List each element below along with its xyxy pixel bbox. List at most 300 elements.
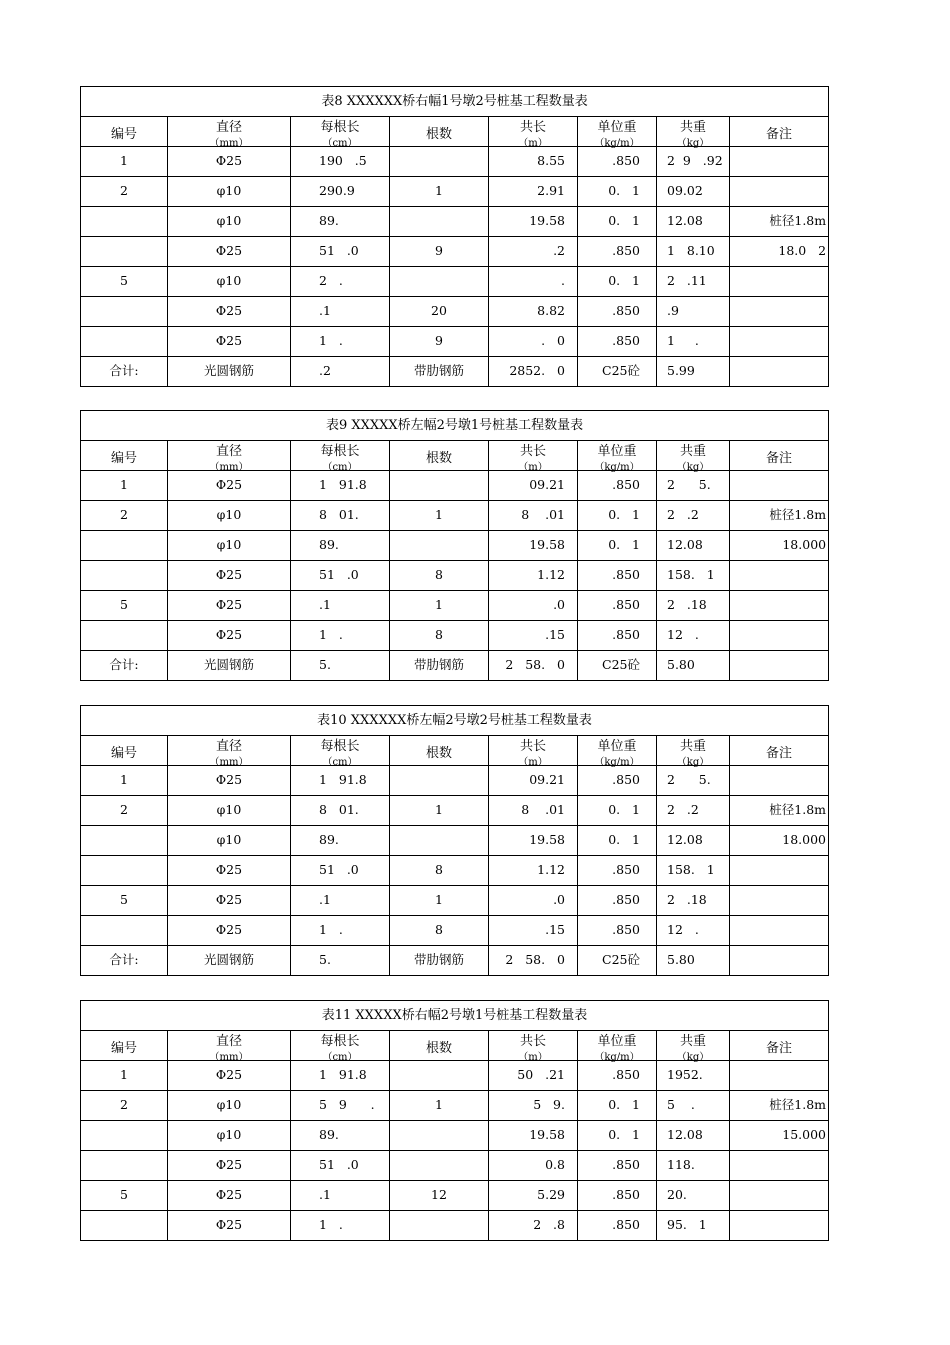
cell-gongzhong: 158. 1 <box>657 561 730 591</box>
cell-beizhu <box>730 916 829 946</box>
cell-meigenchang: 1 . <box>291 916 390 946</box>
header-label: 共长 <box>519 739 546 754</box>
header-danweizhong <box>578 1031 657 1061</box>
cell-danweizhong: .850 <box>578 1211 657 1241</box>
header-label: 编号 <box>110 451 137 466</box>
cell-genshu: 12 <box>390 1181 489 1211</box>
cell-genshu: 带肋钢筋 <box>390 651 489 681</box>
cell-zhijing: Φ25 <box>168 856 291 886</box>
header-unit: （m） <box>518 462 548 473</box>
table-row <box>81 826 829 856</box>
cell-gongzhong: 12.08 <box>657 1121 730 1151</box>
header-unit: （mm） <box>209 1052 249 1063</box>
cell-beizhu <box>730 561 829 591</box>
cell-gongzhong: 12.08 <box>657 826 730 856</box>
cell-bianhao <box>81 327 168 357</box>
cell-gongzhong: 2 5. <box>657 471 730 501</box>
cell-beizhu <box>730 766 829 796</box>
cell-danweizhong: .850 <box>578 327 657 357</box>
cell-gongchang: 5 9. <box>489 1091 578 1121</box>
cell-gongzhong: 118. <box>657 1151 730 1181</box>
table-row <box>81 297 829 327</box>
cell-danweizhong: C25砼 <box>578 946 657 976</box>
header-beizhu <box>730 117 829 147</box>
cell-meigenchang: .2 <box>291 357 390 387</box>
header-label: 直径 <box>215 1034 242 1049</box>
header-gongchang <box>489 1031 578 1061</box>
cell-danweizhong: .850 <box>578 1061 657 1091</box>
header-meigenchang <box>291 117 390 147</box>
cell-meigenchang: 2 . <box>291 267 390 297</box>
cell-meigenchang: .1 <box>291 591 390 621</box>
cell-genshu: 9 <box>390 327 489 357</box>
cell-genshu: 8 <box>390 856 489 886</box>
table-row <box>81 651 829 681</box>
cell-gongzhong: 2 .2 <box>657 796 730 826</box>
cell-zhijing: φ10 <box>168 1091 291 1121</box>
cell-danweizhong: C25砼 <box>578 651 657 681</box>
cell-meigenchang: 1 . <box>291 1211 390 1241</box>
header-genshu <box>390 441 489 471</box>
header-gongchang <box>489 441 578 471</box>
cell-gongzhong: 5.99 <box>657 357 730 387</box>
table-row <box>81 946 829 976</box>
cell-meigenchang: 51 .0 <box>291 856 390 886</box>
cell-meigenchang: 290.9 <box>291 177 390 207</box>
cell-beizhu <box>730 357 829 387</box>
header-unit: （cm） <box>322 462 358 473</box>
table-row <box>81 1151 829 1181</box>
cell-zhijing: 光圆钢筋 <box>168 357 291 387</box>
cell-genshu <box>390 207 489 237</box>
header-label: 共长 <box>519 444 546 459</box>
cell-meigenchang: 8 01. <box>291 501 390 531</box>
cell-danweizhong: .850 <box>578 916 657 946</box>
cell-beizhu <box>730 1151 829 1181</box>
cell-gongzhong: 12.08 <box>657 531 730 561</box>
cell-danweizhong: 0. 1 <box>578 1091 657 1121</box>
cell-meigenchang: 89. <box>291 207 390 237</box>
cell-meigenchang: 51 .0 <box>291 561 390 591</box>
header-unit: （mm） <box>209 462 249 473</box>
header-zhijing <box>168 1031 291 1061</box>
cell-beizhu <box>730 946 829 976</box>
cell-zhijing: φ10 <box>168 177 291 207</box>
cell-danweizhong: .850 <box>578 856 657 886</box>
cell-genshu: 1 <box>390 591 489 621</box>
cell-beizhu <box>730 177 829 207</box>
cell-danweizhong: .850 <box>578 766 657 796</box>
header-unit: （m） <box>518 138 548 149</box>
header-label: 根数 <box>425 451 452 466</box>
cell-beizhu: 15.000 <box>730 1121 829 1151</box>
cell-zhijing: φ10 <box>168 796 291 826</box>
cell-bianhao <box>81 1121 168 1151</box>
cell-gongzhong: 5.80 <box>657 651 730 681</box>
cell-zhijing: Φ25 <box>168 561 291 591</box>
quantity-table <box>80 1000 829 1241</box>
header-label: 根数 <box>425 1041 452 1056</box>
cell-gongzhong: 12 . <box>657 621 730 651</box>
header-bianhao <box>81 736 168 766</box>
header-label: 备注 <box>765 1041 792 1056</box>
cell-gongchang: 2852. 0 <box>489 357 578 387</box>
cell-meigenchang: 1 91.8 <box>291 1061 390 1091</box>
cell-bianhao <box>81 856 168 886</box>
cell-danweizhong: 0. 1 <box>578 796 657 826</box>
cell-genshu: 1 <box>390 886 489 916</box>
cell-danweizhong: .850 <box>578 147 657 177</box>
cell-beizhu <box>730 651 829 681</box>
cell-bianhao: 5 <box>81 886 168 916</box>
cell-bianhao: 5 <box>81 1181 168 1211</box>
table-row <box>81 357 829 387</box>
cell-danweizhong: C25砼 <box>578 357 657 387</box>
cell-gongchang: 8.55 <box>489 147 578 177</box>
header-label: 共重 <box>679 120 706 135</box>
cell-gongzhong: 20. <box>657 1181 730 1211</box>
cell-gongchang: .15 <box>489 916 578 946</box>
cell-gongchang: 19.58 <box>489 826 578 856</box>
table-row <box>81 591 829 621</box>
header-label: 直径 <box>215 120 242 135</box>
quantity-table <box>80 705 829 976</box>
cell-gongzhong: 2 .18 <box>657 591 730 621</box>
header-label: 编号 <box>110 746 137 761</box>
cell-zhijing: Φ25 <box>168 1151 291 1181</box>
header-label: 根数 <box>425 746 452 761</box>
cell-meigenchang: 5. <box>291 946 390 976</box>
header-unit: （mm） <box>209 757 249 768</box>
quantity-table <box>80 86 829 387</box>
cell-danweizhong: .850 <box>578 237 657 267</box>
cell-beizhu <box>730 471 829 501</box>
header-label: 备注 <box>766 127 793 142</box>
cell-bianhao: 合计: <box>81 357 168 387</box>
quantity-table <box>80 410 829 681</box>
cell-beizhu: 桩径1.8m <box>730 501 829 531</box>
table-row <box>81 766 829 796</box>
cell-gongzhong: 1 . <box>657 327 730 357</box>
table-row <box>81 1211 829 1241</box>
cell-gongzhong: 95. 1 <box>657 1211 730 1241</box>
header-unit: （mm） <box>209 138 249 149</box>
header-danweizhong <box>578 736 657 766</box>
cell-bianhao <box>81 297 168 327</box>
cell-zhijing: φ10 <box>168 1121 291 1151</box>
cell-danweizhong: .850 <box>578 1151 657 1181</box>
table-title: 表10 XXXXXX桥左幅2号墩2号桩基工程数量表 <box>81 706 829 736</box>
cell-zhijing: φ10 <box>168 501 291 531</box>
cell-beizhu <box>730 267 829 297</box>
cell-meigenchang: 5. <box>291 651 390 681</box>
cell-beizhu <box>730 1181 829 1211</box>
header-row <box>81 736 829 766</box>
cell-gongchang: 19.58 <box>489 531 578 561</box>
cell-zhijing: Φ25 <box>168 591 291 621</box>
header-label: 单位重 <box>597 120 637 135</box>
cell-danweizhong: .850 <box>578 561 657 591</box>
cell-gongzhong: 2 .11 <box>657 267 730 297</box>
header-zhijing <box>168 736 291 766</box>
cell-gongchang: 8.82 <box>489 297 578 327</box>
cell-gongchang: 8 .01 <box>489 501 578 531</box>
cell-zhijing: Φ25 <box>168 147 291 177</box>
cell-genshu: 8 <box>390 916 489 946</box>
header-meigenchang <box>291 441 390 471</box>
header-label: 每根长 <box>320 739 360 754</box>
cell-danweizhong: 0. 1 <box>578 267 657 297</box>
header-label: 编号 <box>110 1041 137 1056</box>
cell-beizhu: 桩径1.8m <box>730 1091 829 1121</box>
cell-zhijing: φ10 <box>168 267 291 297</box>
cell-beizhu <box>730 621 829 651</box>
table-row <box>81 1061 829 1091</box>
cell-bianhao <box>81 916 168 946</box>
cell-danweizhong: .850 <box>578 591 657 621</box>
cell-bianhao <box>81 207 168 237</box>
cell-gongzhong: 12.08 <box>657 207 730 237</box>
header-label: 每根长 <box>320 444 360 459</box>
cell-danweizhong: .850 <box>578 297 657 327</box>
table-row <box>81 471 829 501</box>
header-unit: （kg/m） <box>594 757 640 768</box>
cell-danweizhong: 0. 1 <box>578 826 657 856</box>
cell-genshu <box>390 1061 489 1091</box>
cell-bianhao: 2 <box>81 796 168 826</box>
cell-gongchang: 0.8 <box>489 1151 578 1181</box>
cell-zhijing: Φ25 <box>168 916 291 946</box>
header-unit: （m） <box>518 1052 548 1063</box>
cell-gongzhong: 2 .2 <box>657 501 730 531</box>
table-row <box>81 916 829 946</box>
header-label: 共重 <box>679 1034 706 1049</box>
header-label: 根数 <box>425 127 452 142</box>
cell-meigenchang: 190 .5 <box>291 147 390 177</box>
cell-gongzhong: 2 5. <box>657 766 730 796</box>
table-title: 表11 XXXXX桥右幅2号墩1号桩基工程数量表 <box>81 1001 829 1031</box>
cell-meigenchang: 89. <box>291 531 390 561</box>
cell-gongchang: 09.21 <box>489 766 578 796</box>
header-meigenchang <box>291 736 390 766</box>
header-label: 共重 <box>679 739 706 754</box>
cell-bianhao <box>81 561 168 591</box>
cell-gongchang: . 0 <box>489 327 578 357</box>
cell-danweizhong: 0. 1 <box>578 531 657 561</box>
table-row <box>81 237 829 267</box>
header-label: 共重 <box>679 444 706 459</box>
cell-beizhu <box>730 1211 829 1241</box>
header-gongzhong <box>657 736 730 766</box>
cell-beizhu <box>730 297 829 327</box>
cell-beizhu <box>730 327 829 357</box>
header-unit: （kg/m） <box>594 1052 640 1063</box>
table-row <box>81 177 829 207</box>
cell-danweizhong: .850 <box>578 1181 657 1211</box>
header-zhijing <box>168 441 291 471</box>
cell-meigenchang: 8 01. <box>291 796 390 826</box>
cell-meigenchang: 51 .0 <box>291 1151 390 1181</box>
cell-bianhao <box>81 826 168 856</box>
cell-zhijing: Φ25 <box>168 886 291 916</box>
cell-bianhao: 2 <box>81 177 168 207</box>
cell-genshu: 20 <box>390 297 489 327</box>
cell-gongchang: 2 58. 0 <box>489 946 578 976</box>
header-label: 编号 <box>110 127 137 142</box>
cell-bianhao <box>81 1211 168 1241</box>
cell-zhijing: φ10 <box>168 207 291 237</box>
cell-gongzhong: 5 . <box>657 1091 730 1121</box>
header-label: 每根长 <box>320 120 360 135</box>
cell-gongzhong: 5.80 <box>657 946 730 976</box>
header-unit: （cm） <box>322 138 358 149</box>
cell-danweizhong: .850 <box>578 621 657 651</box>
cell-meigenchang: 89. <box>291 826 390 856</box>
header-gongchang <box>489 117 578 147</box>
header-genshu <box>390 736 489 766</box>
cell-beizhu: 桩径1.8m <box>730 796 829 826</box>
cell-zhijing: Φ25 <box>168 327 291 357</box>
cell-bianhao: 1 <box>81 766 168 796</box>
header-beizhu <box>730 736 829 766</box>
cell-genshu: 9 <box>390 237 489 267</box>
cell-genshu <box>390 471 489 501</box>
cell-genshu: 8 <box>390 621 489 651</box>
header-meigenchang <box>291 1031 390 1061</box>
header-zhijing <box>168 117 291 147</box>
cell-genshu <box>390 1211 489 1241</box>
header-unit: （kg） <box>676 462 710 473</box>
cell-zhijing: Φ25 <box>168 1061 291 1091</box>
header-label: 共长 <box>519 120 546 135</box>
table-row <box>81 621 829 651</box>
header-label: 单位重 <box>597 444 637 459</box>
cell-genshu <box>390 531 489 561</box>
header-bianhao <box>81 441 168 471</box>
cell-danweizhong: 0. 1 <box>578 177 657 207</box>
cell-beizhu: 18.0 2 <box>730 237 829 267</box>
header-unit: （m） <box>518 757 548 768</box>
header-label: 备注 <box>765 746 792 761</box>
header-danweizhong <box>578 441 657 471</box>
header-label: 直径 <box>215 739 242 754</box>
table-row <box>81 267 829 297</box>
header-beizhu <box>730 441 829 471</box>
cell-genshu: 8 <box>390 561 489 591</box>
table-row <box>81 531 829 561</box>
header-unit: （kg） <box>676 757 710 768</box>
cell-zhijing: φ10 <box>168 531 291 561</box>
header-label: 单位重 <box>597 739 637 754</box>
cell-gongchang: .2 <box>489 237 578 267</box>
cell-beizhu: 18.000 <box>730 826 829 856</box>
cell-zhijing: φ10 <box>168 826 291 856</box>
cell-bianhao <box>81 237 168 267</box>
table-row <box>81 856 829 886</box>
cell-zhijing: Φ25 <box>168 1211 291 1241</box>
header-label: 备注 <box>766 451 793 466</box>
table-row <box>81 147 829 177</box>
cell-beizhu <box>730 856 829 886</box>
cell-meigenchang: .1 <box>291 1181 390 1211</box>
cell-beizhu <box>730 591 829 621</box>
header-genshu <box>390 1031 489 1061</box>
cell-meigenchang: 1 91.8 <box>291 471 390 501</box>
cell-bianhao: 5 <box>81 591 168 621</box>
cell-bianhao: 1 <box>81 1061 168 1091</box>
header-genshu <box>390 117 489 147</box>
header-unit: （cm） <box>322 1052 358 1063</box>
cell-danweizhong: .850 <box>578 886 657 916</box>
cell-gongchang: 2 58. 0 <box>489 651 578 681</box>
cell-beizhu <box>730 1061 829 1091</box>
header-unit: （kg） <box>676 1052 710 1063</box>
table-title: 表8 XXXXXX桥右幅1号墩2号桩基工程数量表 <box>81 87 829 117</box>
cell-danweizhong: .850 <box>578 471 657 501</box>
cell-bianhao <box>81 1151 168 1181</box>
cell-bianhao: 合计: <box>81 651 168 681</box>
cell-zhijing: 光圆钢筋 <box>168 946 291 976</box>
cell-zhijing: 光圆钢筋 <box>168 651 291 681</box>
cell-genshu: 带肋钢筋 <box>390 946 489 976</box>
cell-zhijing: Φ25 <box>168 471 291 501</box>
cell-bianhao: 2 <box>81 501 168 531</box>
header-row <box>81 1031 829 1061</box>
header-bianhao <box>81 1031 168 1061</box>
header-gongchang <box>489 736 578 766</box>
table-row <box>81 1181 829 1211</box>
table-row <box>81 796 829 826</box>
header-unit: （cm） <box>322 757 358 768</box>
cell-gongzhong: 09.02 <box>657 177 730 207</box>
cell-bianhao: 1 <box>81 147 168 177</box>
cell-meigenchang: 89. <box>291 1121 390 1151</box>
cell-genshu <box>390 1151 489 1181</box>
header-row <box>81 441 829 471</box>
cell-bianhao: 1 <box>81 471 168 501</box>
cell-danweizhong: 0. 1 <box>578 1121 657 1151</box>
cell-gongchang: .0 <box>489 591 578 621</box>
header-bianhao <box>81 117 168 147</box>
cell-gongzhong: 158. 1 <box>657 856 730 886</box>
cell-gongzhong: 2 9 .92 <box>657 147 730 177</box>
cell-genshu <box>390 766 489 796</box>
cell-gongzhong: 1 8.10 <box>657 237 730 267</box>
cell-zhijing: Φ25 <box>168 297 291 327</box>
header-label: 共长 <box>519 1034 546 1049</box>
header-gongzhong <box>657 1031 730 1061</box>
cell-gongzhong: 1952. <box>657 1061 730 1091</box>
cell-danweizhong: 0. 1 <box>578 207 657 237</box>
cell-genshu <box>390 1121 489 1151</box>
cell-beizhu <box>730 886 829 916</box>
cell-gongchang: 19.58 <box>489 1121 578 1151</box>
header-label: 单位重 <box>597 1034 637 1049</box>
cell-gongchang: 09.21 <box>489 471 578 501</box>
cell-genshu <box>390 147 489 177</box>
cell-genshu: 1 <box>390 796 489 826</box>
table-row <box>81 1121 829 1151</box>
cell-gongchang: .0 <box>489 886 578 916</box>
cell-genshu: 1 <box>390 501 489 531</box>
cell-meigenchang: .1 <box>291 886 390 916</box>
cell-gongchang: 8 .01 <box>489 796 578 826</box>
cell-gongchang: 5.29 <box>489 1181 578 1211</box>
header-unit: （kg） <box>676 138 710 149</box>
cell-beizhu <box>730 147 829 177</box>
cell-bianhao: 合计: <box>81 946 168 976</box>
cell-genshu: 带肋钢筋 <box>390 357 489 387</box>
